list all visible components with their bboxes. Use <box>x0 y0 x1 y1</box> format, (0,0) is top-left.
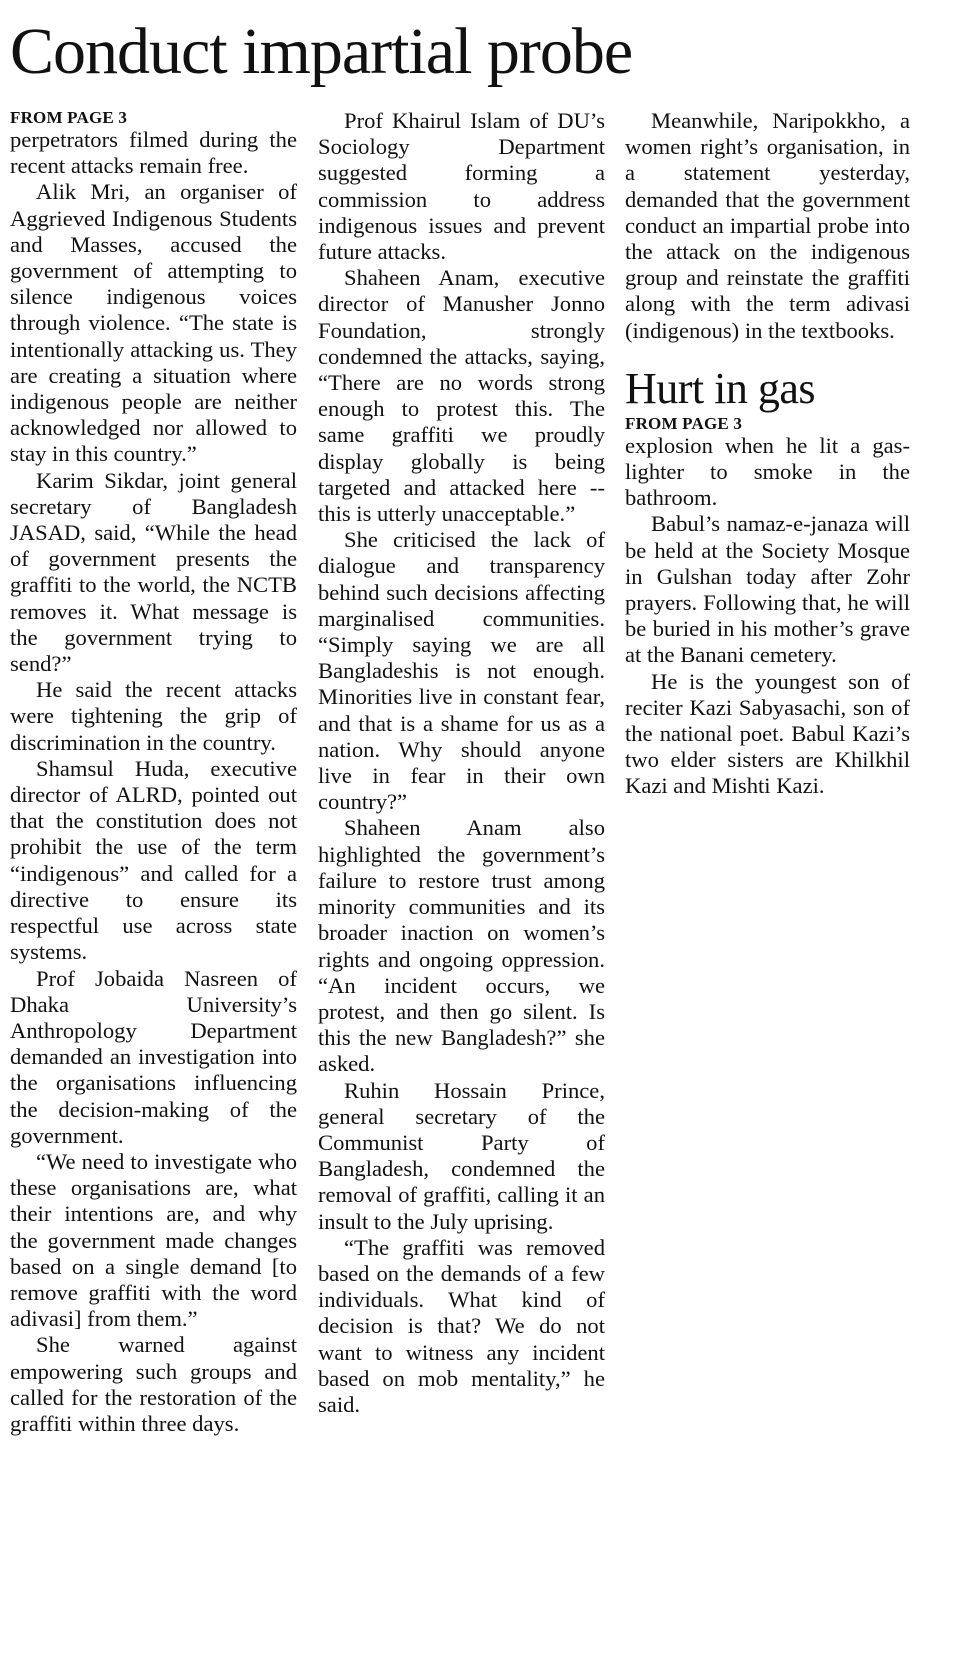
article-paragraph: perpetrators filmed during the recent attacks remain free. <box>10 127 297 179</box>
article-paragraph: Ruhin Hossain Prince, general secretary of the Communist Party of Bangladesh, condemned the removal of graffiti, calling it an insult to the July uprising. <box>318 1077 605 1234</box>
article-column-1 <box>10 108 297 1437</box>
article-paragraph: Shaheen Anam also highlighted the government’s failure to restore trust among minority communities and its broader inaction on women’s rights and ongoing oppression. “An incident occurs, we protest, and then go silent. Is this the new Bangladesh?” she asked. <box>318 815 605 1077</box>
article-paragraph: Shaheen Anam, executive director of Manusher Jonno Foundation, strongly condemned the attacks, saying, “There are no words strong enough to protest this. The same graffiti we proudly display globally is being targeted and attacked here -- this is utterly unacceptable.” <box>318 265 605 527</box>
continued-from-label: FROM PAGE 3 <box>625 413 743 433</box>
article-paragraph: Prof Jobaida Nasreen of Dhaka University’s Anthropology Department demanded an investigation into the organisations influencing the decision-making of the government. <box>10 965 297 1148</box>
article-paragraph: Shamsul Huda, executive director of ALRD, pointed out that the constitution does not prohibit the use of the term “indigenous” and called for a directive to ensure its respectful use across state systems. <box>10 755 297 965</box>
article-column-2 <box>318 108 605 1418</box>
article-paragraph: She warned against empowering such groups and called for the restoration of the graffiti within three days. <box>10 1332 297 1436</box>
continued-from-label: FROM PAGE 3 <box>10 108 128 127</box>
article-headline: Conduct impartial probe <box>10 15 633 88</box>
second-article-paragraph: Babul’s namaz-e-janaza will be held at the Society Mosque in Gulshan today after Zohr prayers. Following that, he will be buried in his mother’s grave at the Banani cemetery. <box>625 511 910 668</box>
article-paragraph: Karim Sikdar, joint general secretary of Bangladesh JASAD, said, “While the head of government presents the graffiti to the world, the NCTB removes it. What message is the government trying to send?” <box>10 467 297 677</box>
second-article-paragraph: He is the youngest son of reciter Kazi Sabyasachi, son of the national poet. Babul Kazi’s two elder sisters are Khilkhil Kazi and Mishti Kazi. <box>625 668 910 799</box>
article-paragraph: “The graffiti was removed based on the demands of a few individuals. What kind of decision is that? We do not want to witness any incident based on mob mentality,” he said. <box>318 1234 605 1417</box>
article-paragraph: “We need to investigate who these organisations are, what their intentions are, and why the government made changes based on a single demand [to remove graffiti with the word adivasi] from them.” <box>10 1148 297 1332</box>
article-paragraph: Alik Mri, an organiser of Aggrieved Indigenous Students and Masses, accused the government of attempting to silence indigenous voices through violence. “The state is intentionally attacking us. They are creating a situation where indigenous people are neither acknowledged nor allowed to stay in this country.” <box>10 179 297 467</box>
article-paragraph: He said the recent attacks were tightening the grip of discrimination in the country. <box>10 677 297 755</box>
second-article-headline: Hurt in gas <box>625 363 816 413</box>
second-article-paragraph: explosion when he lit a gas-lighter to smoke in the bathroom. <box>625 432 910 511</box>
article-paragraph: Meanwhile, Naripokkho, a women right’s organisation, in a statement yesterday, demanded that the government conduct an impartial probe into the attack on the indigenous group and reinstate the graffiti along with the term adivasi (indigenous) in the textbooks. <box>625 108 910 343</box>
article-column-3 <box>625 108 910 800</box>
article-paragraph: Prof Khairul Islam of DU’s Sociology Department suggested forming a commission to address indigenous issues and prevent future attacks. <box>318 108 605 265</box>
article-paragraph: She criticised the lack of dialogue and transparency behind such decisions affecting marginalised communities. “Simply saying we are all Bangladeshis is not enough. Minorities live in constant fear, and that is a shame for us as a nation. Why should anyone live in fear in their own country?” <box>318 527 605 815</box>
